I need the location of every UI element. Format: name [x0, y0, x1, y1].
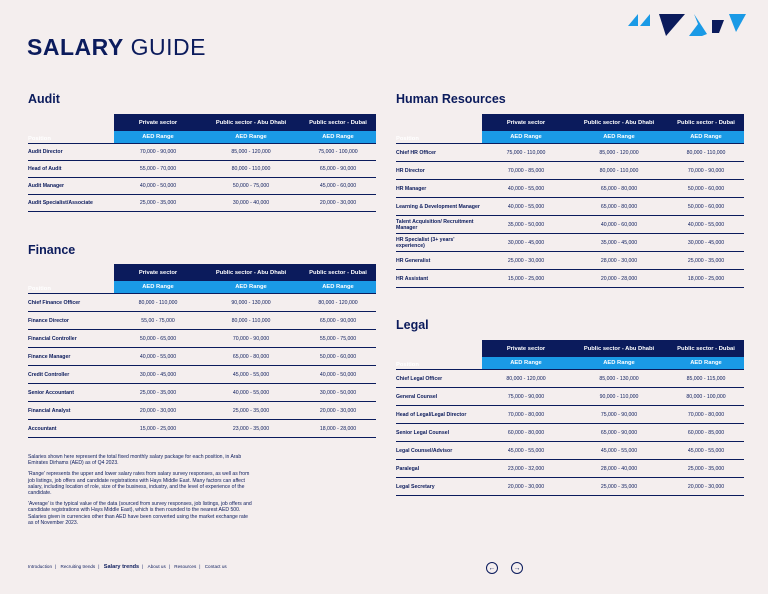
salary-range-cell: 25,000 - 35,000 — [668, 460, 744, 478]
column-header: Public sector - Dubai — [668, 114, 744, 131]
audit-section — [28, 92, 376, 212]
table-row — [28, 384, 376, 402]
column-header: Private sector — [482, 114, 570, 131]
salary-range-cell: 90,000 - 130,000 — [202, 294, 300, 312]
salary-range-cell: 85,000 - 130,000 — [570, 370, 668, 388]
hr-title: Human Resources — [396, 92, 506, 106]
salary-range-cell: 25,000 - 35,000 — [114, 195, 202, 212]
salary-range-cell: 40,000 - 55,000 — [114, 348, 202, 366]
position-legal-secretary: Legal Secretary — [396, 478, 482, 496]
table-row — [396, 424, 744, 442]
salary-range-cell: 18,000 - 25,000 — [668, 270, 744, 288]
hr-table — [396, 114, 744, 288]
notes — [28, 454, 253, 531]
column-header: Public sector - Dubai — [300, 264, 376, 281]
footer-separator: | — [199, 564, 201, 569]
salary-range-cell: 45,000 - 55,000 — [202, 366, 300, 384]
position-chief-finance-officer: Chief Finance Officer — [28, 294, 114, 312]
legal-title: Legal — [396, 318, 429, 332]
salary-range-cell: 55,00 - 75,000 — [114, 312, 202, 330]
salary-range-cell: 23,000 - 35,000 — [202, 420, 300, 438]
salary-range-cell: 80,000 - 110,000 — [202, 312, 300, 330]
hr-section — [396, 92, 744, 288]
salary-range-cell: 25,000 - 35,000 — [668, 252, 744, 270]
salary-range-cell: 35,000 - 50,000 — [482, 216, 570, 234]
position-hr-manager: HR Manager — [396, 180, 482, 198]
salary-range-cell: 50,000 - 65,000 — [114, 330, 202, 348]
salary-range-cell: 40,000 - 50,000 — [300, 366, 376, 384]
salary-range-cell: 40,000 - 55,000 — [202, 384, 300, 402]
table-row — [396, 406, 744, 424]
salary-range-cell: 85,000 - 120,000 — [570, 144, 668, 162]
table-row — [396, 370, 744, 388]
salary-range-cell: 50,000 - 60,000 — [300, 348, 376, 366]
salary-range-cell: 80,000 - 110,000 — [570, 162, 668, 180]
salary-range-cell: 25,000 - 35,000 — [202, 402, 300, 420]
salary-range-cell: 45,000 - 60,000 — [300, 178, 376, 195]
legal-section — [396, 318, 744, 496]
column-header: Public sector - Abu Dhabi — [570, 340, 668, 357]
salary-range-cell: 40,000 - 55,000 — [482, 180, 570, 198]
column-header: Public sector - Dubai — [300, 114, 376, 131]
position-column-label: Position — [28, 136, 51, 142]
position-learning-development-manager: Learning & Development Manager — [396, 198, 482, 216]
salary-range-cell: 15,000 - 25,000 — [482, 270, 570, 288]
salary-range-cell: 20,000 - 30,000 — [114, 402, 202, 420]
position-hr-assistant: HR Assistant — [396, 270, 482, 288]
footer-separator: | — [55, 564, 57, 569]
salary-range-cell: 45,000 - 55,000 — [482, 442, 570, 460]
salary-range-cell: 75,000 - 90,000 — [570, 406, 668, 424]
note-paragraph: Salaries shown here represent the total fixed monthly salary package for each position, in Arab Emirates Dirhams (AED) as of Q4 2023. — [28, 454, 242, 467]
salary-range-cell: 50,000 - 60,000 — [668, 198, 744, 216]
range-subheader: AED Range — [482, 131, 570, 144]
note-paragraph: 'Range' represents the upper and lower salary rates from salary survey responses, as well as from job listings, job offers and candidate registrations with Hays Middle East. Many factors can affect salary, including location of role, size of the business, industry, and the level of experience of the candidate. — [28, 471, 250, 497]
range-subheader: AED Range — [114, 131, 202, 144]
salary-range-cell: 20,000 - 30,000 — [300, 402, 376, 420]
finance-table — [28, 264, 376, 438]
table-row — [396, 234, 744, 252]
salary-range-cell: 18,000 - 28,000 — [300, 420, 376, 438]
salary-range-cell: 60,000 - 80,000 — [482, 424, 570, 442]
footer-nav — [28, 564, 227, 570]
position-hr-specialist-3-years-experience: HR Specialist (3+ years' experience) — [396, 234, 482, 252]
table-row — [396, 144, 744, 162]
table-row — [396, 252, 744, 270]
salary-range-cell: 25,000 - 30,000 — [482, 252, 570, 270]
salary-range-cell: 55,000 - 75,000 — [300, 330, 376, 348]
footer-link-recruiting-trends[interactable]: Recruiting trends — [60, 564, 96, 569]
position-senior-accountant: Senior Accountant — [28, 384, 114, 402]
salary-range-cell: 60,000 - 85,000 — [668, 424, 744, 442]
footer-link-introduction[interactable]: Introduction — [28, 564, 53, 569]
table-row — [28, 161, 376, 178]
table-row — [28, 195, 376, 212]
table-row — [396, 270, 744, 288]
position-chief-hr-officer: Chief HR Officer — [396, 144, 482, 162]
salary-range-cell: 70,000 - 90,000 — [668, 162, 744, 180]
salary-range-cell: 80,000 - 100,000 — [668, 388, 744, 406]
range-subheader: AED Range — [668, 131, 744, 144]
note-paragraph: 'Average' is the typical value of the data (sourced from survey responses, job listings, job offers and candidate registrations with Hays Middle East), which is then rounded to the nearest AED 500. Salaries given in currencies other than AED have been converted using the market exchange rate as of November 2023. — [28, 501, 252, 526]
salary-range-cell: 20,000 - 30,000 — [668, 478, 744, 496]
range-subheader: AED Range — [570, 357, 668, 370]
footer-link-resources[interactable]: Resources — [174, 564, 197, 569]
position-accountant: Accountant — [28, 420, 114, 438]
audit-title: Audit — [28, 92, 60, 106]
range-subheader: AED Range — [300, 131, 376, 144]
salary-range-cell: 55,000 - 70,000 — [114, 161, 202, 178]
salary-range-cell: 20,000 - 28,000 — [570, 270, 668, 288]
page-title: SALARY GUIDE — [27, 34, 206, 60]
table-row — [396, 442, 744, 460]
salary-range-cell: 25,000 - 35,000 — [114, 384, 202, 402]
salary-range-cell: 75,000 - 110,000 — [482, 144, 570, 162]
table-row — [396, 388, 744, 406]
footer-link-about-us[interactable]: About us — [147, 564, 166, 569]
position-hr-director: HR Director — [396, 162, 482, 180]
table-row — [28, 366, 376, 384]
column-header: Private sector — [114, 114, 202, 131]
salary-range-cell: 65,000 - 80,000 — [570, 180, 668, 198]
audit-table — [28, 114, 376, 212]
range-subheader: AED Range — [300, 281, 376, 294]
header-spacer — [28, 264, 114, 281]
arrow-left-circle-icon[interactable]: ← — [486, 562, 498, 574]
salary-range-cell: 40,000 - 50,000 — [114, 178, 202, 195]
range-subheader: AED Range — [202, 281, 300, 294]
column-header: Private sector — [482, 340, 570, 357]
salary-range-cell: 28,000 - 40,000 — [570, 460, 668, 478]
position-general-counsel: General Counsel — [396, 388, 482, 406]
position-talent-acquisition-recruitment-manager: Talent Acquisition/ Recruitment Manager — [396, 216, 482, 234]
salary-range-cell: 80,000 - 120,000 — [482, 370, 570, 388]
arrow-right-circle-icon[interactable]: → — [511, 562, 523, 574]
position-column-label: Position — [396, 362, 419, 368]
position-finance-director: Finance Director — [28, 312, 114, 330]
salary-range-cell: 45,000 - 55,000 — [570, 442, 668, 460]
position-hr-generalist: HR Generalist — [396, 252, 482, 270]
salary-range-cell: 80,000 - 110,000 — [668, 144, 744, 162]
salary-range-cell: 15,000 - 25,000 — [114, 420, 202, 438]
range-subheader: AED Range — [114, 281, 202, 294]
table-row — [28, 420, 376, 438]
table-row — [396, 198, 744, 216]
salary-range-cell: 70,000 - 90,000 — [202, 330, 300, 348]
table-row — [396, 162, 744, 180]
salary-range-cell: 70,000 - 85,000 — [482, 162, 570, 180]
position-finance-manager: Finance Manager — [28, 348, 114, 366]
header-spacer — [28, 114, 114, 131]
salary-range-cell: 80,000 - 110,000 — [114, 294, 202, 312]
salary-range-cell: 75,000 - 90,000 — [482, 388, 570, 406]
footer-separator: | — [142, 564, 144, 569]
position-column-label: Position — [396, 136, 419, 142]
table-row — [28, 178, 376, 195]
column-header: Public sector - Dubai — [668, 340, 744, 357]
salary-range-cell: 70,000 - 90,000 — [114, 144, 202, 161]
salary-range-cell: 45,000 - 55,000 — [668, 442, 744, 460]
salary-range-cell: 25,000 - 35,000 — [570, 478, 668, 496]
position-legal-counsel-advisor: Legal Counsel/Advisor — [396, 442, 482, 460]
salary-range-cell: 20,000 - 30,000 — [482, 478, 570, 496]
salary-range-cell: 28,000 - 30,000 — [570, 252, 668, 270]
salary-range-cell: 50,000 - 60,000 — [668, 180, 744, 198]
range-subheader: AED Range — [482, 357, 570, 370]
table-row — [28, 144, 376, 161]
salary-range-cell: 85,000 - 120,000 — [202, 144, 300, 161]
range-subheader: AED Range — [202, 131, 300, 144]
range-subheader: AED Range — [570, 131, 668, 144]
salary-range-cell: 30,000 - 45,000 — [114, 366, 202, 384]
salary-range-cell: 40,000 - 60,000 — [570, 216, 668, 234]
footer-separator: | — [98, 564, 100, 569]
footer-link-salary-trends[interactable]: Salary trends — [103, 564, 140, 570]
table-row — [396, 180, 744, 198]
salary-range-cell: 30,000 - 50,000 — [300, 384, 376, 402]
table-row — [28, 330, 376, 348]
salary-range-cell: 80,000 - 120,000 — [300, 294, 376, 312]
position-audit-director: Audit Director — [28, 144, 114, 161]
table-row — [28, 312, 376, 330]
footer-link-contact-us[interactable]: Contact us — [204, 564, 227, 569]
legal-table — [396, 340, 744, 496]
table-row — [396, 460, 744, 478]
position-column-label: Position — [28, 286, 51, 292]
salary-range-cell: 90,000 - 110,000 — [570, 388, 668, 406]
brand-logo — [628, 12, 746, 38]
header-spacer — [396, 340, 482, 357]
salary-range-cell: 40,000 - 55,000 — [482, 198, 570, 216]
salary-range-cell: 70,000 - 80,000 — [668, 406, 744, 424]
column-header: Public sector - Abu Dhabi — [570, 114, 668, 131]
position-financial-analyst: Financial Analyst — [28, 402, 114, 420]
salary-range-cell: 30,000 - 45,000 — [482, 234, 570, 252]
position-paralegal: Paralegal — [396, 460, 482, 478]
table-row — [28, 348, 376, 366]
position-credit-controller: Credit Controller — [28, 366, 114, 384]
salary-range-cell: 30,000 - 40,000 — [202, 195, 300, 212]
salary-range-cell: 65,000 - 90,000 — [570, 424, 668, 442]
column-header: Private sector — [114, 264, 202, 281]
salary-range-cell: 35,000 - 45,000 — [570, 234, 668, 252]
salary-range-cell: 75,000 - 100,000 — [300, 144, 376, 161]
footer-separator: | — [168, 564, 170, 569]
position-head-of-legal-legal-director: Head of Legal/Legal Director — [396, 406, 482, 424]
position-senior-legal-counsel: Senior Legal Counsel — [396, 424, 482, 442]
salary-range-cell: 65,000 - 90,000 — [300, 312, 376, 330]
position-financial-controller: Financial Controller — [28, 330, 114, 348]
table-row — [28, 402, 376, 420]
salary-range-cell: 80,000 - 110,000 — [202, 161, 300, 178]
position-audit-manager: Audit Manager — [28, 178, 114, 195]
salary-range-cell: 65,000 - 80,000 — [570, 198, 668, 216]
salary-range-cell: 70,000 - 80,000 — [482, 406, 570, 424]
position-chief-legal-officer: Chief Legal Officer — [396, 370, 482, 388]
table-row — [396, 216, 744, 234]
header-spacer — [396, 114, 482, 131]
salary-range-cell: 40,000 - 55,000 — [668, 216, 744, 234]
salary-range-cell: 20,000 - 30,000 — [300, 195, 376, 212]
salary-range-cell: 65,000 - 90,000 — [300, 161, 376, 178]
position-head-of-audit: Head of Audit — [28, 161, 114, 178]
table-row — [396, 478, 744, 496]
column-header: Public sector - Abu Dhabi — [202, 114, 300, 131]
column-header: Public sector - Abu Dhabi — [202, 264, 300, 281]
finance-title: Finance — [28, 243, 76, 257]
salary-range-cell: 50,000 - 75,000 — [202, 178, 300, 195]
range-subheader: AED Range — [668, 357, 744, 370]
salary-range-cell: 30,000 - 45,000 — [668, 234, 744, 252]
position-audit-specialist-associate: Audit Specialist/Associate — [28, 195, 114, 212]
finance-section — [28, 243, 376, 438]
salary-range-cell: 85,000 - 115,000 — [668, 370, 744, 388]
table-row — [28, 294, 376, 312]
salary-range-cell: 23,000 - 32,000 — [482, 460, 570, 478]
salary-range-cell: 65,000 - 80,000 — [202, 348, 300, 366]
